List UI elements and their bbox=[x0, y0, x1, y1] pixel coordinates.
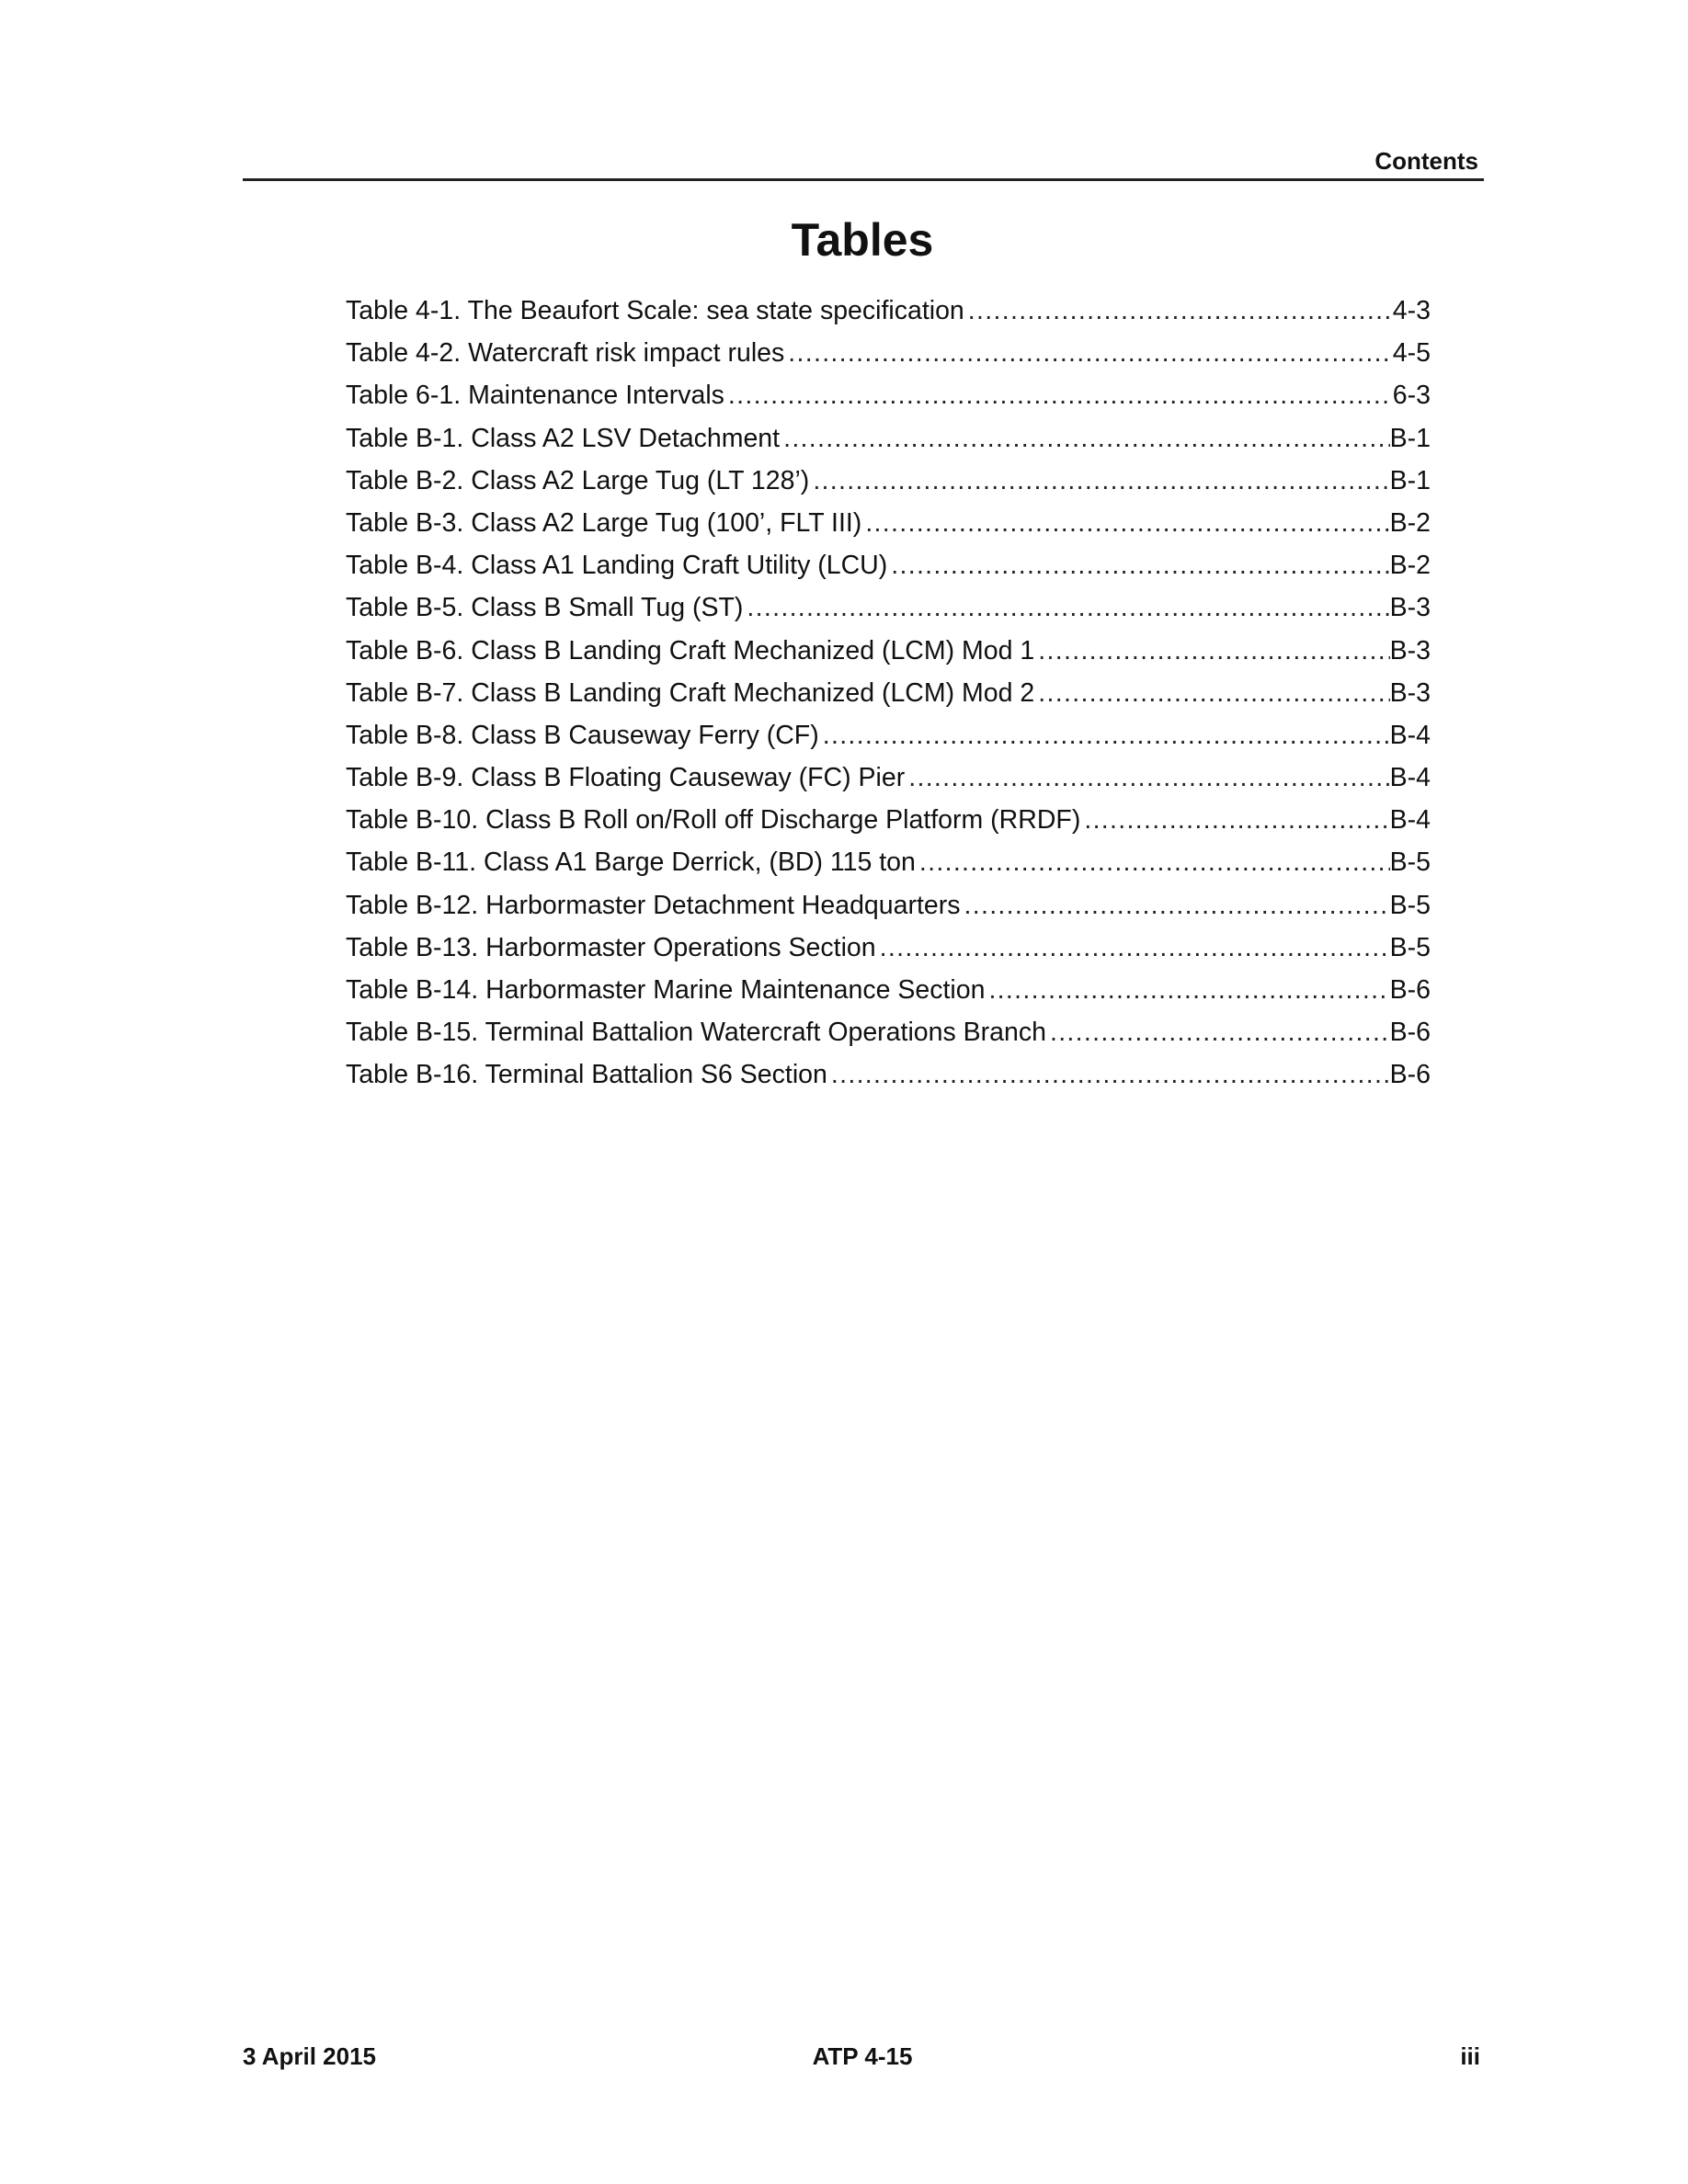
toc-entry-title: Table B-3. Class A2 Large Tug (100’, FLT III) bbox=[346, 507, 862, 538]
toc-entry-page: B-3 bbox=[1389, 593, 1431, 623]
toc-entry-page: B-6 bbox=[1389, 1060, 1431, 1090]
toc-entry-title: Table B-1. Class A2 LSV Detachment bbox=[346, 423, 781, 453]
toc-entry[interactable] bbox=[346, 721, 1431, 763]
toc-entry-title: Table B-12. Harbormaster Detachment Headquarters bbox=[346, 890, 961, 920]
toc-entry[interactable] bbox=[346, 551, 1431, 593]
toc-entry-title: Table B-10. Class B Roll on/Roll off Discharge Platform (RRDF) bbox=[346, 805, 1081, 836]
dot-leader bbox=[964, 296, 1390, 326]
dot-leader bbox=[905, 763, 1389, 793]
toc-entry[interactable] bbox=[346, 381, 1431, 423]
toc-entry-page: 6-3 bbox=[1392, 381, 1431, 411]
toc-entry-page: B-5 bbox=[1389, 932, 1431, 962]
toc-entry-title: Table B-5. Class B Small Tug (ST) bbox=[346, 593, 744, 623]
toc-entry-title: Table B-15. Terminal Battalion Watercraft Operations Branch bbox=[346, 1018, 1046, 1048]
toc-entry-title: Table B-2. Class A2 Large Tug (LT 128’) bbox=[346, 465, 810, 495]
toc-entry[interactable] bbox=[346, 424, 1431, 466]
toc-entry[interactable] bbox=[346, 1018, 1431, 1060]
dot-leader bbox=[985, 975, 1389, 1006]
toc-entry-title: Table B-13. Harbormaster Operations Section bbox=[346, 932, 876, 962]
footer-page-number: iii bbox=[1460, 2042, 1480, 2070]
dot-leader bbox=[876, 933, 1390, 963]
toc-entry-page: B-5 bbox=[1389, 847, 1431, 878]
toc-entry-page: B-1 bbox=[1389, 423, 1431, 453]
toc-entry[interactable] bbox=[346, 975, 1431, 1018]
toc-entry-page: B-3 bbox=[1389, 677, 1431, 708]
dot-leader bbox=[780, 424, 1390, 454]
toc-entry[interactable] bbox=[346, 296, 1431, 338]
dot-leader bbox=[916, 847, 1390, 878]
table-of-tables-list bbox=[346, 296, 1431, 1103]
dot-leader bbox=[827, 1060, 1390, 1090]
toc-entry-title: Table B-14. Harbormaster Marine Maintenance Section bbox=[346, 975, 986, 1005]
header-rule bbox=[243, 178, 1484, 181]
footer-date: 3 April 2015 bbox=[243, 2042, 377, 2070]
dot-leader bbox=[724, 381, 1390, 411]
dot-leader bbox=[1034, 636, 1389, 666]
footer-publication: ATP 4-15 bbox=[812, 2042, 913, 2070]
dot-leader bbox=[743, 593, 1389, 623]
toc-entry[interactable] bbox=[346, 933, 1431, 975]
toc-entry-page: B-6 bbox=[1389, 975, 1431, 1005]
toc-entry[interactable] bbox=[346, 1060, 1431, 1102]
toc-entry-page: B-2 bbox=[1389, 507, 1431, 538]
toc-entry[interactable] bbox=[346, 847, 1431, 890]
toc-entry-title: Table B-16. Terminal Battalion S6 Section bbox=[346, 1060, 827, 1090]
toc-entry-page: B-5 bbox=[1389, 890, 1431, 920]
dot-leader bbox=[887, 551, 1389, 581]
toc-entry-title: Table B-8. Class B Causeway Ferry (CF) bbox=[346, 720, 819, 750]
dot-leader bbox=[819, 721, 1390, 751]
toc-entry-title: Table 6-1. Maintenance Intervals bbox=[346, 381, 724, 411]
toc-entry-page: B-3 bbox=[1389, 635, 1431, 665]
toc-entry-title: Table 4-1. The Beaufort Scale: sea state specification bbox=[346, 296, 964, 325]
dot-leader bbox=[809, 466, 1389, 496]
dot-leader bbox=[1034, 678, 1389, 709]
toc-entry-title: Table 4-2. Watercraft risk impact rules bbox=[346, 338, 785, 369]
toc-entry-page: B-1 bbox=[1389, 465, 1431, 495]
toc-entry[interactable] bbox=[346, 508, 1431, 551]
toc-entry[interactable] bbox=[346, 805, 1431, 847]
toc-entry[interactable] bbox=[346, 593, 1431, 635]
toc-entry-page: 4-5 bbox=[1392, 338, 1431, 369]
page-title: Tables bbox=[791, 214, 934, 266]
toc-entry-page: B-4 bbox=[1389, 720, 1431, 750]
toc-entry-title: Table B-11. Class A1 Barge Derrick, (BD) 115 ton bbox=[346, 847, 916, 878]
dot-leader bbox=[784, 338, 1390, 369]
toc-entry-title: Table B-9. Class B Floating Causeway (FC) Pier bbox=[346, 763, 906, 793]
toc-entry[interactable] bbox=[346, 636, 1431, 678]
dot-leader bbox=[861, 508, 1389, 539]
toc-entry-page: B-2 bbox=[1389, 551, 1431, 581]
toc-entry[interactable] bbox=[346, 466, 1431, 508]
toc-entry-page: B-4 bbox=[1389, 763, 1431, 793]
toc-entry[interactable] bbox=[346, 891, 1431, 933]
dot-leader bbox=[960, 891, 1389, 921]
toc-entry-title: Table B-7. Class B Landing Craft Mechanized (LCM) Mod 2 bbox=[346, 677, 1035, 708]
dot-leader bbox=[1080, 805, 1389, 836]
toc-entry[interactable] bbox=[346, 678, 1431, 721]
dot-leader bbox=[1046, 1018, 1390, 1048]
toc-entry[interactable] bbox=[346, 763, 1431, 805]
toc-entry-title: Table B-4. Class A1 Landing Craft Utility (LCU) bbox=[346, 551, 888, 581]
toc-entry-page: 4-3 bbox=[1392, 296, 1431, 325]
running-header-label: Contents bbox=[1374, 147, 1478, 175]
toc-entry-page: B-4 bbox=[1389, 805, 1431, 836]
toc-entry-title: Table B-6. Class B Landing Craft Mechanized (LCM) Mod 1 bbox=[346, 635, 1035, 665]
toc-entry[interactable] bbox=[346, 338, 1431, 381]
toc-entry-page: B-6 bbox=[1389, 1018, 1431, 1048]
